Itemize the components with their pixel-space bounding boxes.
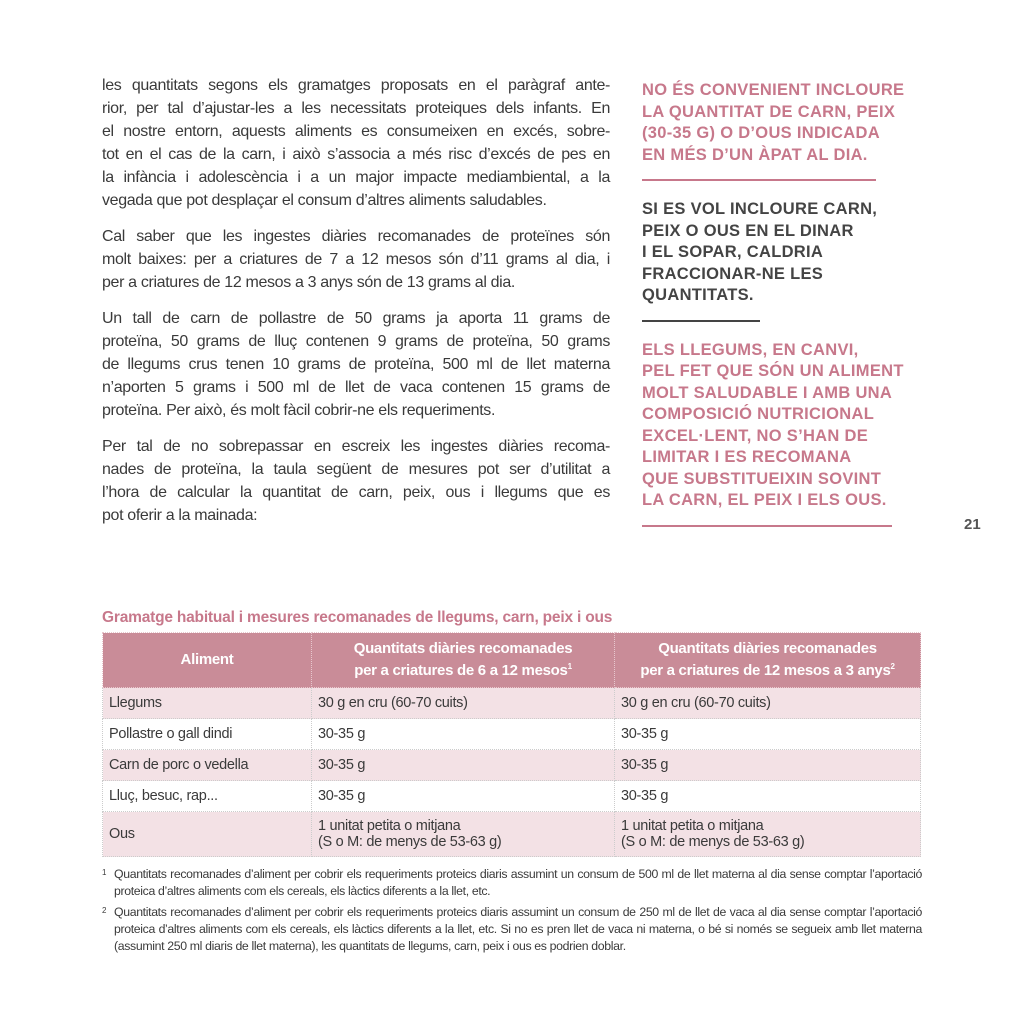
callout-line: QUANTITATS. (642, 286, 754, 304)
text-line: proteïna, 50 grams de lluç contenen 9 grams de proteïna, 50 grams (102, 333, 610, 350)
text-line: vegada que pot desplaçar el consum d’altres aliments saludables. (102, 192, 547, 209)
amount-cell (615, 812, 921, 857)
text-line: Cal saber que les ingestes diàries recomanades de proteïnes són (102, 228, 610, 245)
divider (642, 179, 876, 181)
paragraph (102, 435, 610, 527)
footnote-ref: 2 (890, 662, 895, 671)
callout (642, 199, 922, 307)
food-cell: Lluç, besuc, rap... (103, 781, 312, 812)
text-line: l’hora de calcular la quantitat de carn, peix, ous i llegums que es (102, 484, 610, 501)
callout-line: I EL SOPAR, CALDRIA (642, 243, 824, 261)
text-line: de llegums crus tenen 10 grams de proteïna, 500 ml de llet materna (102, 356, 610, 373)
divider (642, 525, 892, 527)
amount: 30-35 g (621, 757, 669, 773)
callout-line: EXCEL·LENT, NO S’HAN DE (642, 426, 869, 445)
callout-line: (30-35 G) O D’OUS INDICADA (642, 124, 880, 142)
callout (642, 340, 922, 512)
food-cell: Pollastre o gall dindi (103, 719, 312, 750)
amount: 30 g en cru (60-70 cuits) (621, 695, 771, 711)
table-row (103, 812, 921, 857)
footnote-text: Quantitats recomanades d’aliment per cobrir els requeriments proteics diaris assumint un consum de 500 ml de llet materna al dia sense comptar l’aportació proteica d’altres aliments com els cereals, els làctics diferents a la llet, etc. (114, 867, 922, 898)
amount: 30-35 g (318, 757, 366, 773)
text-line: tot en el cas de la carn, i això s’associa a més risc d’excés de pes en (102, 146, 610, 163)
amount: 30 g en cru (60-70 cuits) (318, 695, 468, 711)
callout-line: PEL FET QUE SÓN UN ALIMENT (642, 362, 904, 380)
table-row (103, 750, 921, 781)
column-header (103, 633, 312, 688)
page-number: 21 (964, 516, 981, 533)
footnote-ref: 1 (567, 662, 572, 671)
header-line: per a criatures de 12 mesos a 3 anys (640, 662, 891, 679)
body-text (102, 74, 610, 540)
footnote-2 (102, 904, 922, 955)
amount: 1 unitat petita o mitjana (621, 818, 764, 834)
text-line: pot oferir a la mainada: (102, 507, 258, 524)
text-line: les quantitats segons els gramatges proposats en el paràgraf ante- (102, 77, 610, 94)
callout-line: MOLT SALUDABLE I AMB UNA (642, 383, 893, 402)
table-row (103, 719, 921, 750)
header-line: per a criatures de 6 a 12 mesos (354, 662, 568, 679)
amount: 30-35 g (621, 788, 669, 804)
footnote-text: Quantitats recomanades d’aliment per cobrir els requeriments proteics diaris assumint un consum de 250 ml de llet de vaca al dia sense comptar l’aportació proteica d’altres aliments com els cereals, els làctics diferents a la llet, etc. Si no es pren llet de vaca ni materna, o bé si només se segueix amb llet materna (assumint 250 ml diaris de llet materna), les quantitats de llegums, carn, peix i ous es podrien doblar. (114, 905, 922, 953)
divider (642, 320, 760, 322)
amount-note: (S o M: de menys de 53-63 g) (621, 834, 805, 850)
column-header (312, 633, 615, 688)
amount: 1 unitat petita o mitjana (318, 818, 461, 834)
text-line: nades de proteïna, la taula següent de mesures pot ser d’utilitat a (102, 461, 610, 478)
amount-cell (615, 688, 921, 719)
callout-line: PEIX O OUS EN EL DINAR (642, 221, 854, 240)
callout-line: FRACCIONAR-NE LES (642, 264, 824, 283)
table-row (103, 688, 921, 719)
table-title: Gramatge habitual i mesures recomanades de llegums, carn, peix i ous (102, 609, 613, 626)
table-row (103, 781, 921, 812)
callout-line: SI ES VOL INCLOURE CARN, (642, 200, 878, 218)
text-line: Per tal de no sobrepassar en escreix les ingestes diàries recoma- (102, 438, 610, 455)
food-cell: Llegums (103, 688, 312, 719)
column-header (615, 633, 921, 688)
footnote-mark: 1 (102, 868, 107, 877)
amount-cell (312, 812, 615, 857)
callout-line: NO ÉS CONVENIENT INCLOURE (642, 81, 905, 99)
text-line: n’aporten 5 grams i 500 ml de llet de vaca contenen 15 grams de (102, 379, 610, 396)
amount: 30-35 g (621, 726, 669, 742)
paragraph (102, 307, 610, 422)
sidebar-callouts (642, 80, 922, 545)
footnote-1 (102, 866, 922, 900)
header-line: Quantitats diàries recomanades (658, 640, 877, 657)
header-line: Quantitats diàries recomanades (353, 640, 573, 657)
amount-cell (615, 750, 921, 781)
header-line: Aliment (180, 651, 234, 668)
text-line: proteïna. Per això, és molt fàcil cobrir-ne els requeriments. (102, 402, 496, 419)
amount-cell (312, 719, 615, 750)
text-line: la infància i adolescència i a un major impacte mediambiental, a la (102, 169, 610, 186)
amount: 30-35 g (318, 726, 366, 742)
protein-table (102, 632, 921, 857)
text-line: per a criatures de 12 mesos a 3 anys són de 13 grams al dia. (102, 274, 516, 291)
text-line: molt baixes: per a criatures de 7 a 12 mesos són d’11 grams al dia, i (102, 251, 610, 268)
paragraph (102, 225, 610, 294)
amount-note: (S o M: de menys de 53-63 g) (318, 834, 502, 850)
amount-cell (312, 781, 615, 812)
amount-cell (312, 750, 615, 781)
callout-line: LIMITAR I ES RECOMANA (642, 448, 852, 466)
amount-cell (615, 781, 921, 812)
callout-line: COMPOSICIÓ NUTRICIONAL (642, 405, 875, 423)
paragraph (102, 74, 610, 212)
amount-cell (615, 719, 921, 750)
callout-line: LA QUANTITAT DE CARN, PEIX (642, 102, 896, 121)
callout (642, 80, 922, 166)
text-line: el nostre entorn, aquests aliments es consumeixen en excés, sobre- (102, 123, 610, 140)
callout-line: ELS LLEGUMS, EN CANVI, (642, 340, 859, 359)
food-cell: Ous (103, 812, 312, 857)
callout-line: EN MÉS D’UN ÀPAT AL DIA. (642, 145, 868, 164)
amount-cell (312, 688, 615, 719)
footnote-mark: 2 (102, 906, 107, 915)
callout-line: QUE SUBSTITUEIXIN SOVINT (642, 469, 882, 488)
text-line: rior, per tal d’ajustar-les a les necessitats proteiques dels infants. En (102, 100, 610, 117)
food-cell: Carn de porc o vedella (103, 750, 312, 781)
text-line: Un tall de carn de pollastre de 50 grams ja aporta 11 grams de (102, 310, 610, 327)
amount: 30-35 g (318, 788, 366, 804)
callout-line: LA CARN, EL PEIX I ELS OUS. (642, 491, 887, 509)
